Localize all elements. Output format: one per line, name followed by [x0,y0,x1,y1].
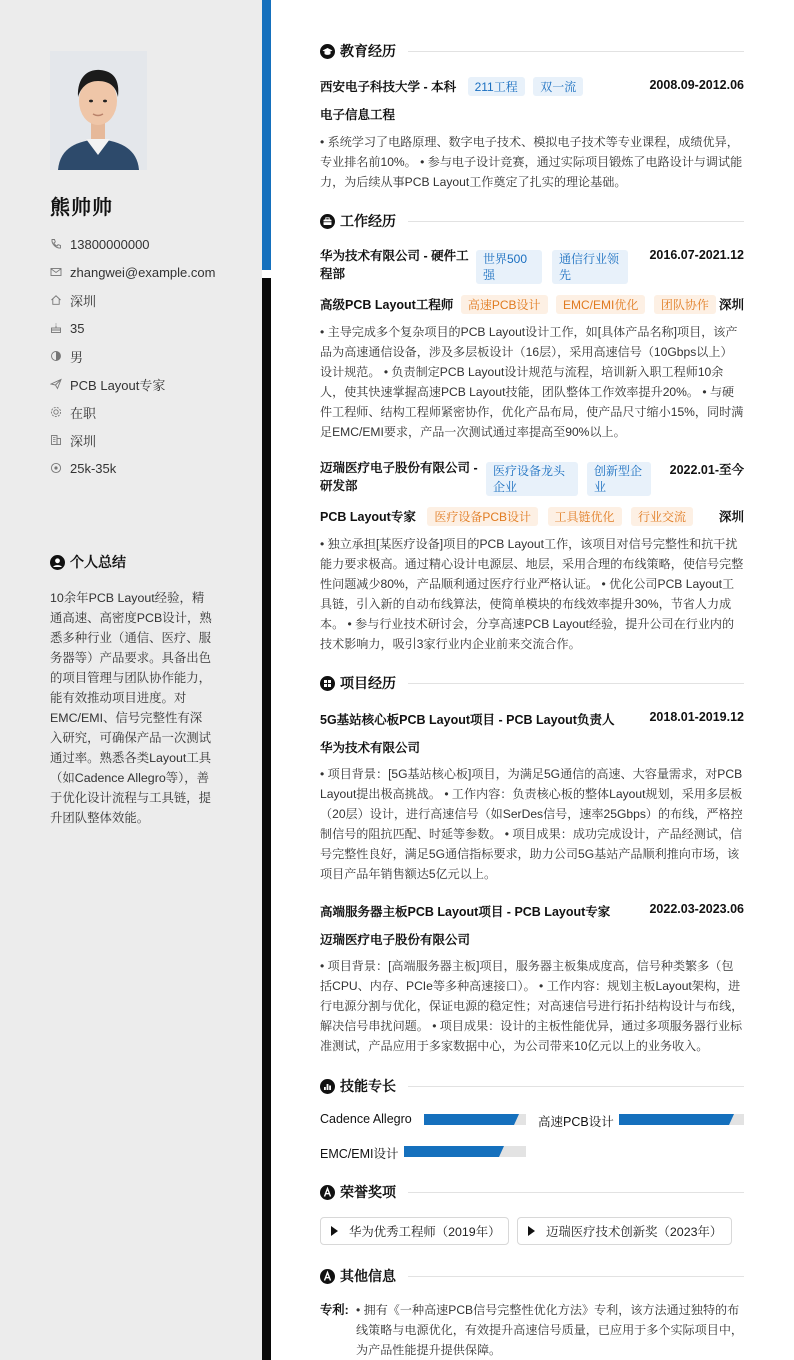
skill-bar [424,1114,526,1125]
job-desc: • 主导完成多个复杂项目的PCB Layout设计工作，如[具体产品名称]项目，该产品为高速通信设备，涉及多层板设计（16层），采用高速信号（10Gbps以上）设计规范。 • 负责制定PCB Layout设计规范与流程，培训新入职工程师10余人，使其快速掌握高速PCB Layout技能，团队整体工作效率提升20%。 • 与硬件工程师、结构工程师紧密协作，优化产品布局，使产品尺寸缩小15%，同时满足EMC/EMI要求，产品一次测试通过率提高至90%以上。 [320,325,744,439]
job-desc: • 独立承担[某医疗设备]项目的PCB Layout工作，该项目对信号完整性和抗干扰能力要求极高。通过精心设计电源层、地层，采用合理的布线策略，使信号完整性问题减少80%，产品顺利通过医疗行业严格认证。 • 优化公司PCB Layout工具链，引入新的自动布线算法，使简单模块的布线效率提升30%，节省人力成本。 • 参与行业技术研讨会，分享高速PCB Layout经验，提升公司在行业内的技术影响力，吸引3家行业内企业前来交流合作。 [320,537,744,651]
skill-level [424,1114,514,1125]
education-tag: 双一流 [533,77,583,96]
status-icon [50,406,62,418]
skill-tag: 医疗设备PCB设计 [427,507,538,526]
skill-tag: 工具链优化 [548,507,622,526]
skill-tag: EMC/EMI优化 [556,295,645,314]
contact-email [50,258,250,286]
patent-text: • 拥有《一种高速PCB信号完整性优化方法》专利，该方法通过独特的布线策略与电源优化，有效提升高速信号质量，已应用于多个实际项目中，为产品性能提升提供保障。 [356,1303,744,1357]
job-date: 2016.07-2021.12 [649,248,744,262]
contact-age-text: 35 [70,320,85,336]
summary-heading [50,552,126,572]
home-icon [50,294,62,306]
user-circle-icon [50,555,65,570]
play-icon [528,1226,535,1236]
section-divider [408,683,744,684]
awards-heading [320,1182,744,1202]
project-name: 高端服务器主板PCB Layout项目 - PCB Layout专家 [320,905,611,919]
job-role: 高级PCB Layout工程师 [320,298,454,312]
skill-level [404,1146,499,1157]
section-divider [408,1086,744,1087]
award-text: 迈瑞医疗技术创新奖（2023年） [546,1225,723,1239]
briefcase-icon [320,214,335,229]
section-divider [408,51,744,52]
education-heading [320,41,744,61]
skill-bar [404,1146,526,1157]
job-date: 2022.01-至今 [669,463,744,477]
contact-status-text: 在职 [70,405,97,421]
bar-chart-icon [320,1079,335,1094]
building-icon [50,434,62,446]
project-desc: • 项目背景：[高端服务器主板]项目，服务器主板集成度高，信号种类繁多（包括CPU、内存、PCIe等多种高速接口）。 • 工作内容：规划主板Layout架构，进行电源分割与优化，保证电源的稳定性；对高速信号进行拓扑结构设计与布线，解决信号串扰问题。 • 项目成果：设计的主板性能优异，通过多项服务器行业标准测试，产品应用于多家数据中心，为公司带来10亿元以上的业务收入。 [320,959,744,1053]
award-icon [320,1185,335,1200]
play-icon [331,1226,338,1236]
contact-position [50,370,250,398]
section-divider [408,1276,744,1277]
award-item[interactable] [320,1217,509,1245]
skill-tag: 高速PCB设计 [461,295,548,314]
accent-bar-blue [262,0,271,270]
other-title: 其他信息 [340,1268,396,1284]
grid-icon [320,676,335,691]
skill-level [619,1114,729,1125]
contact-phone-text: 13800000000 [70,236,150,252]
job-company: 华为技术有限公司 - 硬件工程部 [320,249,469,281]
job-role: PCB Layout专家 [320,510,416,524]
summary-title: 个人总结 [70,554,126,570]
age-icon [50,322,62,334]
contact-phone [50,230,250,258]
education-tag: 211工程 [468,77,525,96]
contact-location-text: 深圳 [70,293,97,309]
gender-icon [50,350,62,362]
contact-salary [50,454,250,482]
salary-icon [50,462,62,474]
job-tag: 世界500强 [476,250,542,284]
project-company: 华为技术有限公司 [320,741,421,755]
job-company: 迈瑞医疗电子股份有限公司 - 研发部 [320,461,478,493]
project-name: 5G基站核心板PCB Layout项目 - PCB Layout负责人 [320,713,615,727]
contact-gender [50,342,250,370]
work-heading [320,211,744,231]
education-desc: • 系统学习了电路原理、数字电子技术、模拟电子技术等专业课程，成绩优异，专业排名前10%。 • 参与电子设计竞赛，通过实际项目锻炼了电路设计与调试能力，为后续从事PCB Layout工作奠定了扎实的理论基础。 [320,135,743,189]
job-tag: 通信行业领先 [552,250,628,284]
project-date: 2018.01-2019.12 [649,710,744,724]
contact-email-text: zhangwei@example.com [70,264,216,280]
major: 电子信息工程 [320,108,396,122]
skills-heading [320,1076,744,1096]
job-tag: 医疗设备龙头企业 [486,462,578,496]
contact-status [50,398,250,426]
summary-text: 10余年PCB Layout经验，精通高速、高密度PCB设计，熟悉多种行业（通信、医疗、服务器等）产品要求。具备出色的项目管理与团队协作能力，能有效推动项目进度。对EMC/EMI、信号完整性有深入研究，可确保产品一次测试通过率。熟悉各类Layout工具（如Cadence Allegro等），善于优化设计流程与工具链，提升团队整体效能。 [50,591,212,825]
skills-title: 技能专长 [340,1078,396,1094]
contact-city [50,426,250,454]
school-name: 西安电子科技大学 - 本科 [320,80,457,94]
skill-tag: 行业交流 [631,507,693,526]
graduation-cap-icon [320,44,335,59]
info-icon [320,1269,335,1284]
profile-name: 熊帅帅 [50,197,113,219]
mail-icon [50,266,62,278]
skill-name: Cadence Allegro [320,1112,412,1126]
patent-label: 专利: [320,1303,349,1317]
job-city: 深圳 [718,298,744,312]
section-divider [408,1192,744,1193]
projects-heading [320,673,744,693]
contact-salary-text: 25k-35k [70,460,117,476]
skill-name: 高速PCB设计 [538,1115,614,1129]
award-text: 华为优秀工程师（2019年） [349,1225,501,1239]
award-item[interactable] [517,1217,732,1245]
education-row [320,77,744,96]
job-role-row [320,507,744,526]
contact-gender-text: 男 [70,349,84,365]
send-icon [50,378,62,390]
work-title: 工作经历 [340,213,396,229]
avatar [50,51,147,170]
project-row [320,902,744,920]
job-city: 深圳 [718,510,744,524]
project-row [320,710,744,728]
contact-position-text: PCB Layout专家 [70,377,166,393]
skill-tag: 团队协作 [654,295,716,314]
skill-name: EMC/EMI设计 [320,1147,399,1161]
project-company: 迈瑞医疗电子股份有限公司 [320,933,471,947]
contact-age [50,314,250,342]
awards-title: 荣誉奖项 [340,1184,396,1200]
project-desc: • 项目背景：[5G基站核心板]项目，为满足5G通信的高速、大容量需求，对PCB Layout提出极高挑战。 • 工作内容：负责核心板的整体Layout规划，采用多层板（20层）设计，进行高速信号（如SerDes信号，速率25Gbps）的布线，严格控制信号的阻抗匹配、时延等参数。 • 项目成果：成功完成设计，产品经测试，信号完整性良好，满足5G通信指标要求，助力公司5G基站产品顺利推向市场，该项目产品年销售额达5亿元以上。 [320,767,743,881]
other-heading [320,1266,744,1286]
skill-bar [619,1114,744,1125]
contact-location [50,286,250,314]
contact-list [50,230,250,482]
project-date: 2022.03-2023.06 [649,902,744,916]
job-tag: 创新型企业 [587,462,651,496]
contact-city-text: 深圳 [70,433,97,449]
accent-bar-dark [262,278,271,1360]
phone-icon [50,238,62,250]
projects-title: 项目经历 [340,675,396,691]
job-role-row [320,295,744,314]
section-divider [408,221,744,222]
education-date: 2008.09-2012.06 [649,78,744,92]
education-title: 教育经历 [340,43,396,59]
